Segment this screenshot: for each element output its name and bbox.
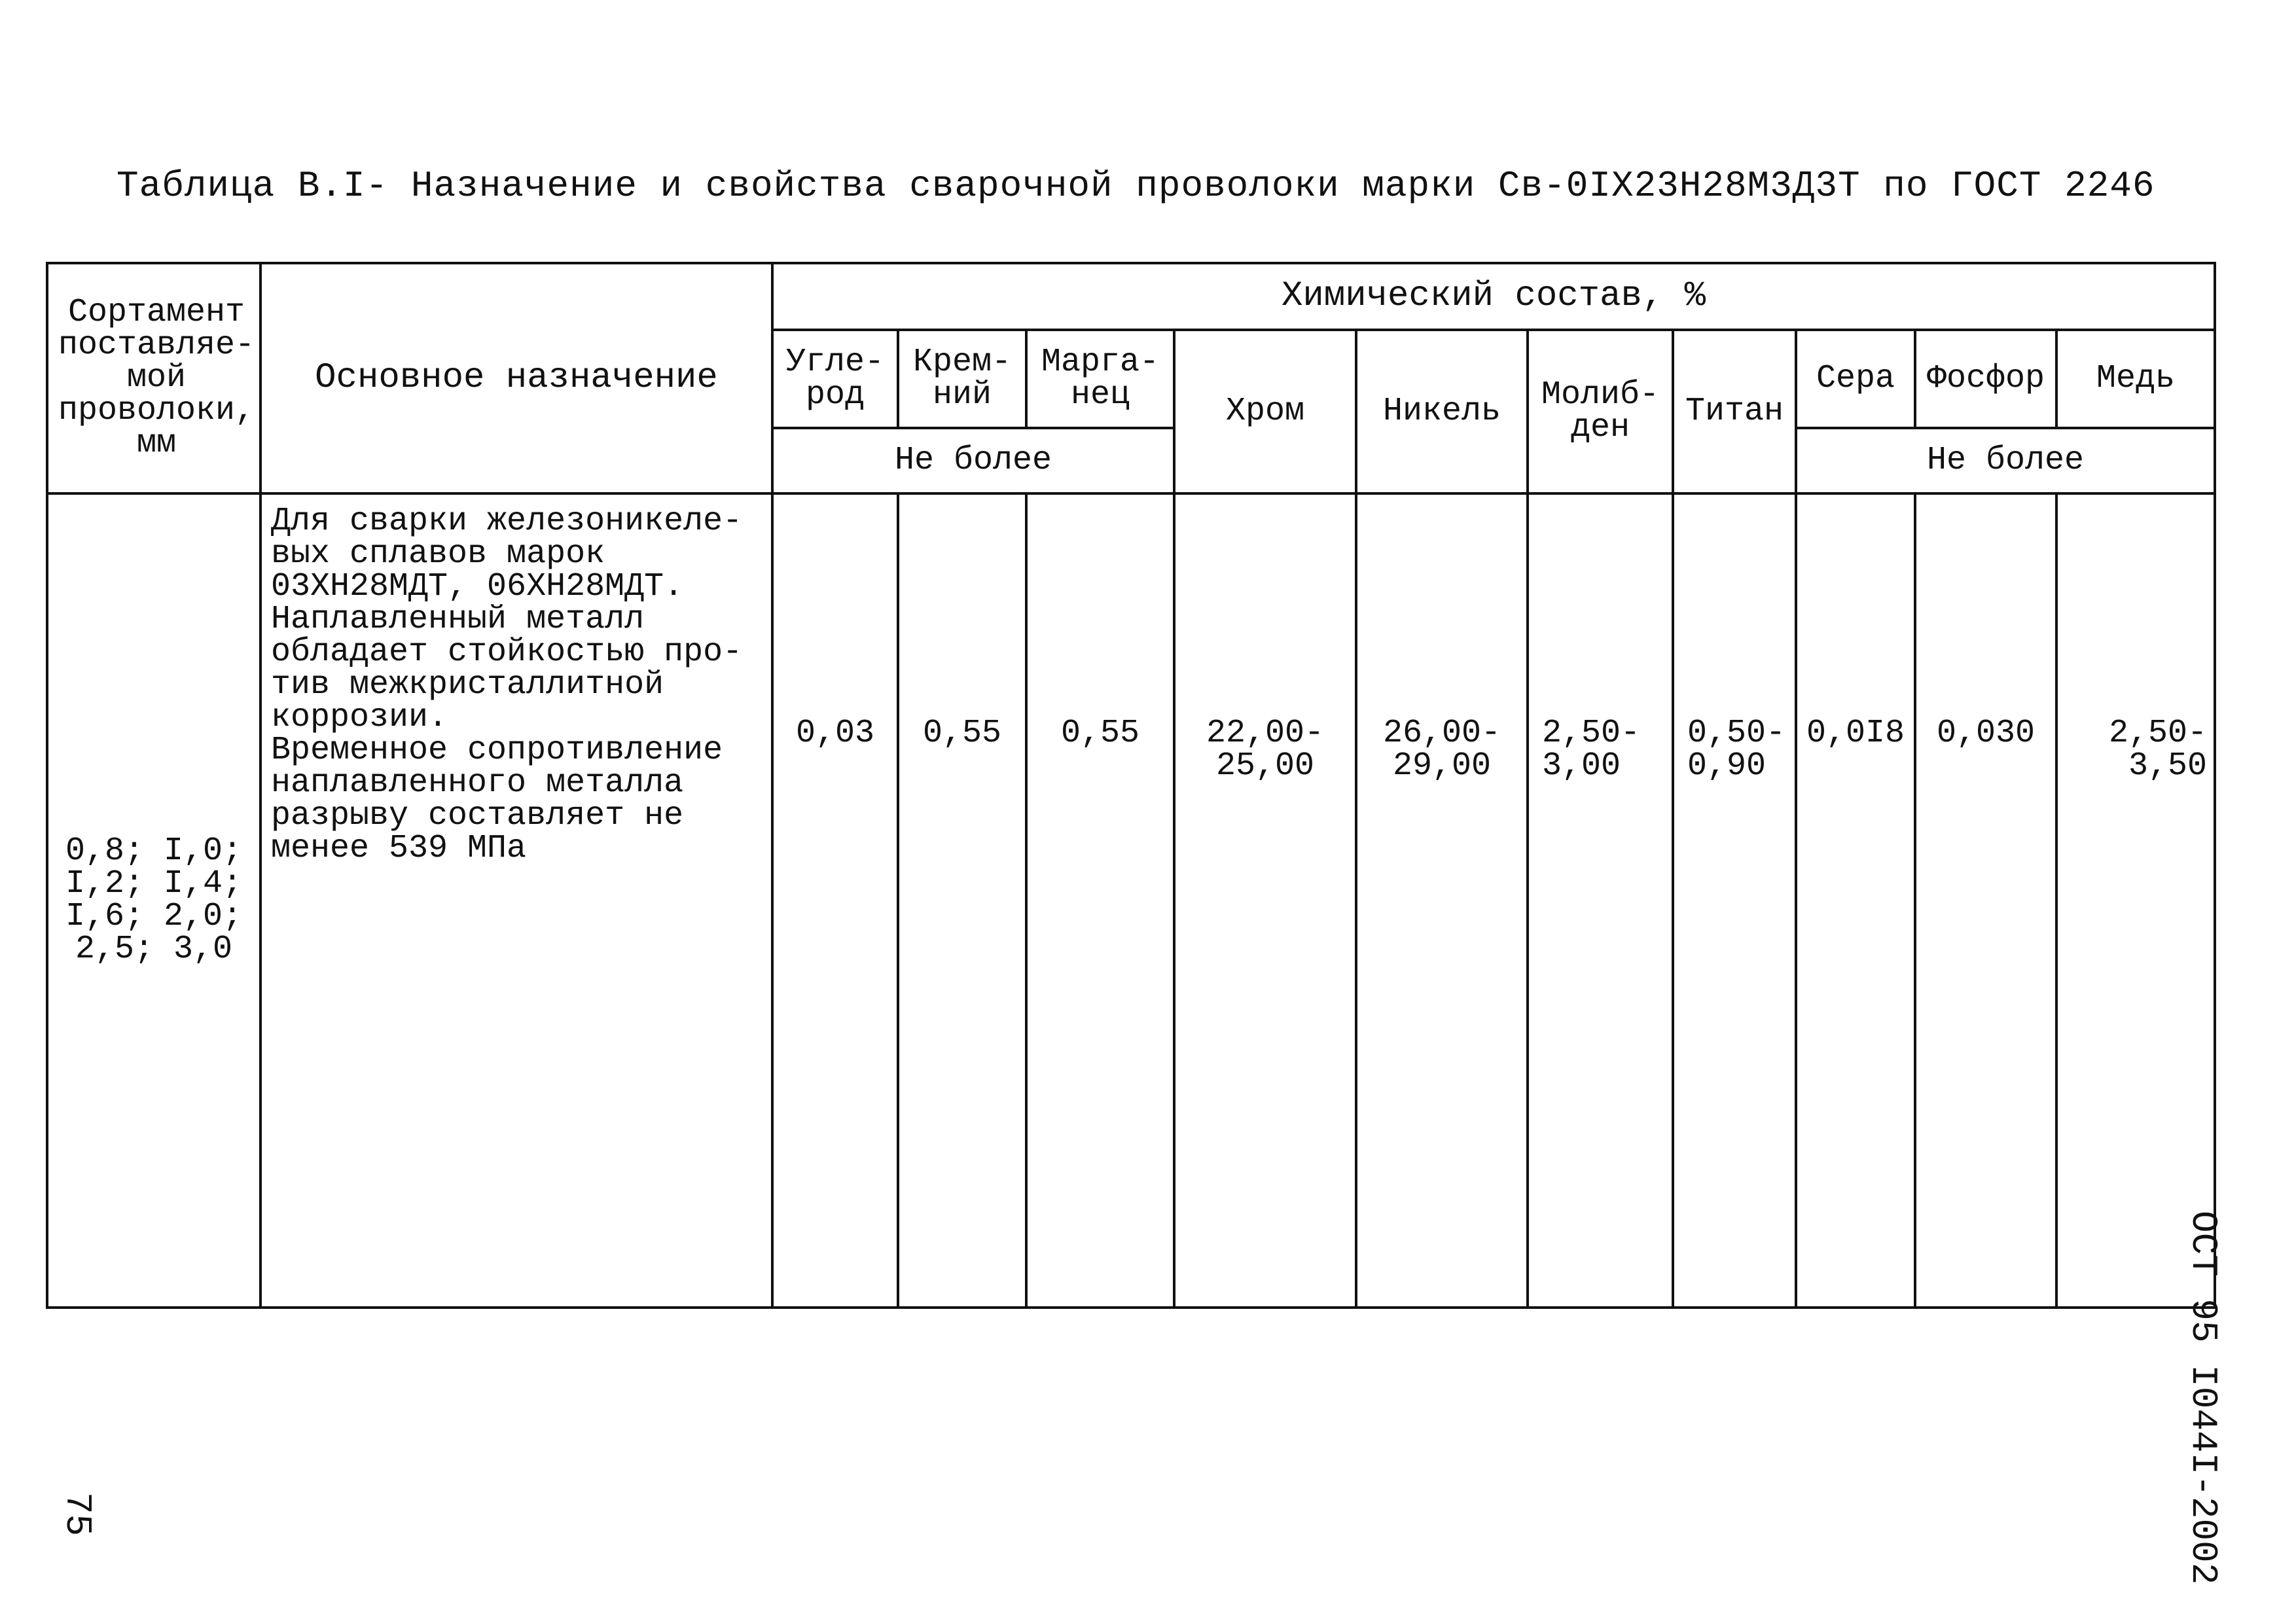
- wire-size-line: I,2; I,4;: [65, 865, 243, 902]
- header-manganese: [1026, 330, 1174, 428]
- molybdenum-value: [1528, 493, 1673, 1308]
- purpose-line: менее 539 МПа: [271, 830, 527, 867]
- header-sortament-line: мм: [136, 425, 176, 462]
- titanium-value-line: 0,50-: [1687, 715, 1786, 752]
- header-carbon: [772, 330, 898, 428]
- phosphorus-value: 0,030: [1915, 493, 2056, 1308]
- purpose-line: коррозии.: [271, 699, 448, 736]
- header-molybdenum-line: Молиб-: [1541, 376, 1660, 414]
- chromium-value: [1174, 493, 1356, 1308]
- purpose-line: Для сварки железоникеле-: [271, 503, 743, 540]
- manganese-value: 0,55: [1026, 493, 1174, 1308]
- nickel-value-line: 29,00: [1392, 747, 1492, 785]
- header-molybdenum: [1528, 330, 1673, 493]
- chromium-value-line: 25,00: [1215, 747, 1315, 785]
- titanium-value: [1673, 493, 1796, 1308]
- header-manganese-line: Марга-: [1041, 344, 1160, 381]
- header-copper: Медь: [2056, 330, 2215, 428]
- header-carbon-line: род: [805, 376, 865, 414]
- header-sortament-line: Сортамент: [67, 294, 245, 331]
- purpose-line: Временное сопротивление: [271, 732, 723, 769]
- header-chemical-composition: Химический состав, %: [772, 263, 2215, 330]
- purpose-line: Наплавленный металл: [271, 601, 645, 638]
- copper-value-line: 2,50-: [2109, 715, 2208, 752]
- header-sortament-line: мой: [126, 359, 186, 397]
- header-silicon-line: ний: [932, 376, 992, 414]
- purpose-line: обладает стойкостью про-: [271, 633, 743, 671]
- molybdenum-value-line: 2,50-: [1542, 715, 1641, 752]
- header-phosphorus: Фосфор: [1915, 330, 2056, 428]
- purpose-line: вых сплавов марок: [271, 535, 605, 573]
- wire-size-line: I,6; 2,0;: [65, 898, 243, 935]
- header-silicon: [898, 330, 1026, 428]
- header-nickel: Никель: [1356, 330, 1528, 493]
- header-sortament-line: поставляе-: [58, 327, 255, 364]
- header-silicon-line: Крем-: [912, 344, 1012, 381]
- table-caption: Таблица В.I- Назначение и свойства сварочной проволоки марки Св-0IХ23Н28М3Д3Т по ГОСТ 2246: [117, 165, 2155, 207]
- header-carbon-line: Угле-: [785, 344, 885, 381]
- carbon-value: 0,03: [772, 493, 898, 1308]
- header-not-more-right: Не более: [1796, 428, 2215, 493]
- header-manganese-line: нец: [1070, 376, 1130, 414]
- document-code: ОСТ 95 I044I-2002: [2182, 1211, 2224, 1585]
- purpose-cell: [260, 493, 772, 1308]
- nickel-value-line: 26,00-: [1382, 715, 1501, 752]
- sulfur-value: 0,0I8: [1796, 493, 1915, 1308]
- header-purpose: Основное назначение: [260, 263, 772, 493]
- header-sortament: [47, 263, 260, 493]
- purpose-line: наплавленного металла: [271, 764, 684, 802]
- header-sulfur: Сера: [1796, 330, 1915, 428]
- purpose-line: 03ХН28МДТ, 06ХН28МДТ.: [271, 568, 684, 605]
- molybdenum-value-line: 3,00: [1542, 747, 1621, 785]
- wire-size-line: 0,8; I,0;: [65, 832, 243, 870]
- nickel-value: [1356, 493, 1528, 1308]
- copper-value: [2056, 493, 2215, 1308]
- titanium-value-line: 0,90: [1687, 747, 1767, 785]
- header-titanium: Титан: [1673, 330, 1796, 493]
- header-sortament-line: проволоки,: [58, 392, 255, 429]
- purpose-line: тив межкристаллитной: [271, 666, 664, 704]
- wire-sizes-cell: [47, 493, 260, 1308]
- purpose-line: разрыву составляет не: [271, 797, 684, 834]
- header-molybdenum-line: ден: [1570, 409, 1630, 446]
- chromium-value-line: 22,00-: [1206, 715, 1325, 752]
- header-chromium: Хром: [1174, 330, 1356, 493]
- silicon-value: 0,55: [898, 493, 1026, 1308]
- copper-value-line: 3,50: [2128, 747, 2208, 785]
- wire-size-line: 2,5; 3,0: [75, 931, 233, 968]
- header-not-more-left: Не более: [772, 428, 1174, 493]
- composition-table: [46, 262, 2216, 1309]
- page-number: 75: [56, 1492, 98, 1537]
